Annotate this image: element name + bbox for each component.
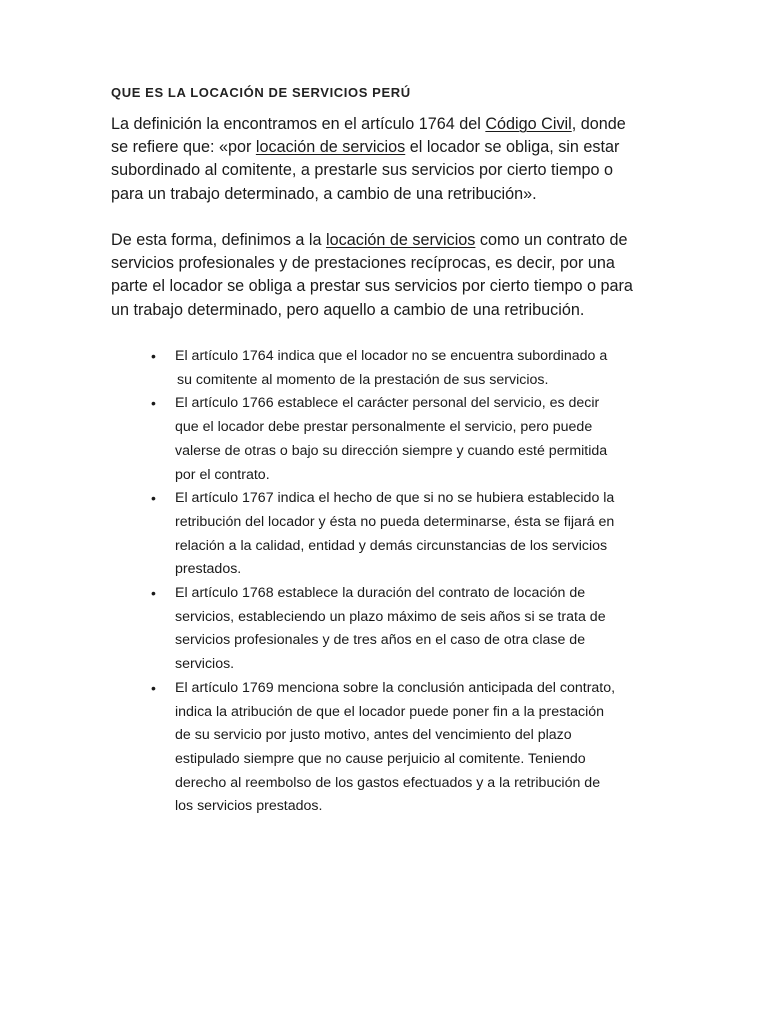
list-item-line: El artículo 1767 indica el hecho de que si no se hubiera establecido la <box>175 490 615 507</box>
list-item <box>151 487 671 582</box>
list-item-line: El artículo 1768 establece la duración del contrato de locación de <box>175 585 586 602</box>
bullet-icon: • <box>151 490 156 507</box>
list-item-line: por el contrato. <box>175 466 270 483</box>
paragraph-line <box>111 229 671 252</box>
summary-paragraph <box>111 229 671 322</box>
paragraph-line: un trabajo determinado, pero aquello a cambio de una retribución. <box>111 300 585 319</box>
text-span: como un contrato de <box>475 231 628 249</box>
list-item-line: valerse de otras o bajo su dirección siempre y cuando esté permitida <box>175 442 608 459</box>
list-item-line: que el locador debe prestar personalmente el servicio, pero puede <box>175 419 593 436</box>
bullet-icon: • <box>151 679 156 696</box>
list-item <box>151 392 671 487</box>
list-item <box>151 677 671 819</box>
text-span: De esta forma, definimos a la <box>111 231 327 249</box>
list-item-line: relación a la calidad, entidad y demás circunstancias de los servicios <box>175 537 608 554</box>
list-item-line: servicios, estableciendo un plazo máximo de seis años si se trata de <box>175 608 606 625</box>
section-heading: QUE ES LA LOCACIÓN DE SERVICIOS PERÚ <box>111 85 411 100</box>
locacion-de-servicios-link[interactable]: locación de servicios <box>255 138 406 157</box>
list-item-line: estipulado siempre que no cause perjuicio al comitente. Teniendo <box>175 750 586 767</box>
list-item-line: El artículo 1769 menciona sobre la conclusión anticipada del contrato, <box>175 679 616 696</box>
list-item-line: servicios. <box>175 656 235 673</box>
codigo-civil-link[interactable]: Código Civil <box>485 115 572 133</box>
list-item-line: su comitente al momento de la prestación de sus servicios. <box>177 371 549 388</box>
list-item-line: de su servicio por justo motivo, antes del vencimiento del plazo <box>175 727 572 744</box>
bullet-icon: • <box>151 395 156 412</box>
list-item-line: los servicios prestados. <box>175 798 323 815</box>
list-item-line: prestados. <box>175 561 242 578</box>
paragraph-line: subordinado al comitente, a prestarle sus servicios por cierto tiempo o <box>111 161 614 180</box>
definition-paragraph <box>111 113 671 206</box>
text-span: se refiere que: «por <box>111 138 256 157</box>
paragraph-line <box>111 136 671 159</box>
list-item <box>151 582 671 677</box>
text-span: el locador se obliga, sin estar <box>405 138 620 157</box>
list-item-line: indica la atribución de que el locador puede poner fin a la prestación <box>175 703 605 720</box>
list-item <box>151 345 671 392</box>
list-item-line: El artículo 1766 establece el carácter personal del servicio, es decir <box>175 395 600 412</box>
list-item-line: retribución del locador y ésta no pueda determinarse, ésta se fijará en <box>175 513 615 530</box>
paragraph-line: parte el locador se obliga a prestar sus servicios por cierto tiempo o para <box>111 277 633 296</box>
text-span: , donde <box>571 115 626 133</box>
paragraph-line <box>111 113 671 136</box>
articles-bullet-list <box>151 345 671 819</box>
list-item-line: derecho al reembolso de los gastos efectuados y a la retribución de <box>175 774 601 791</box>
bullet-icon: • <box>151 348 156 364</box>
list-item-line: servicios profesionales y de tres años en el caso de otra clase de <box>175 632 586 649</box>
list-item-line: El artículo 1764 indica que el locador no se encuentra subordinado a <box>175 348 608 364</box>
bullet-icon: • <box>151 585 156 602</box>
paragraph-line: para un trabajo determinado, a cambio de una retribución». <box>111 184 537 203</box>
paragraph-line: servicios profesionales y de prestaciones recíprocas, es decir, por una <box>111 254 615 273</box>
text-span: La definición la encontramos en el artículo 1764 del <box>111 115 486 133</box>
locacion-de-servicios-link[interactable]: locación de servicios <box>326 231 476 249</box>
